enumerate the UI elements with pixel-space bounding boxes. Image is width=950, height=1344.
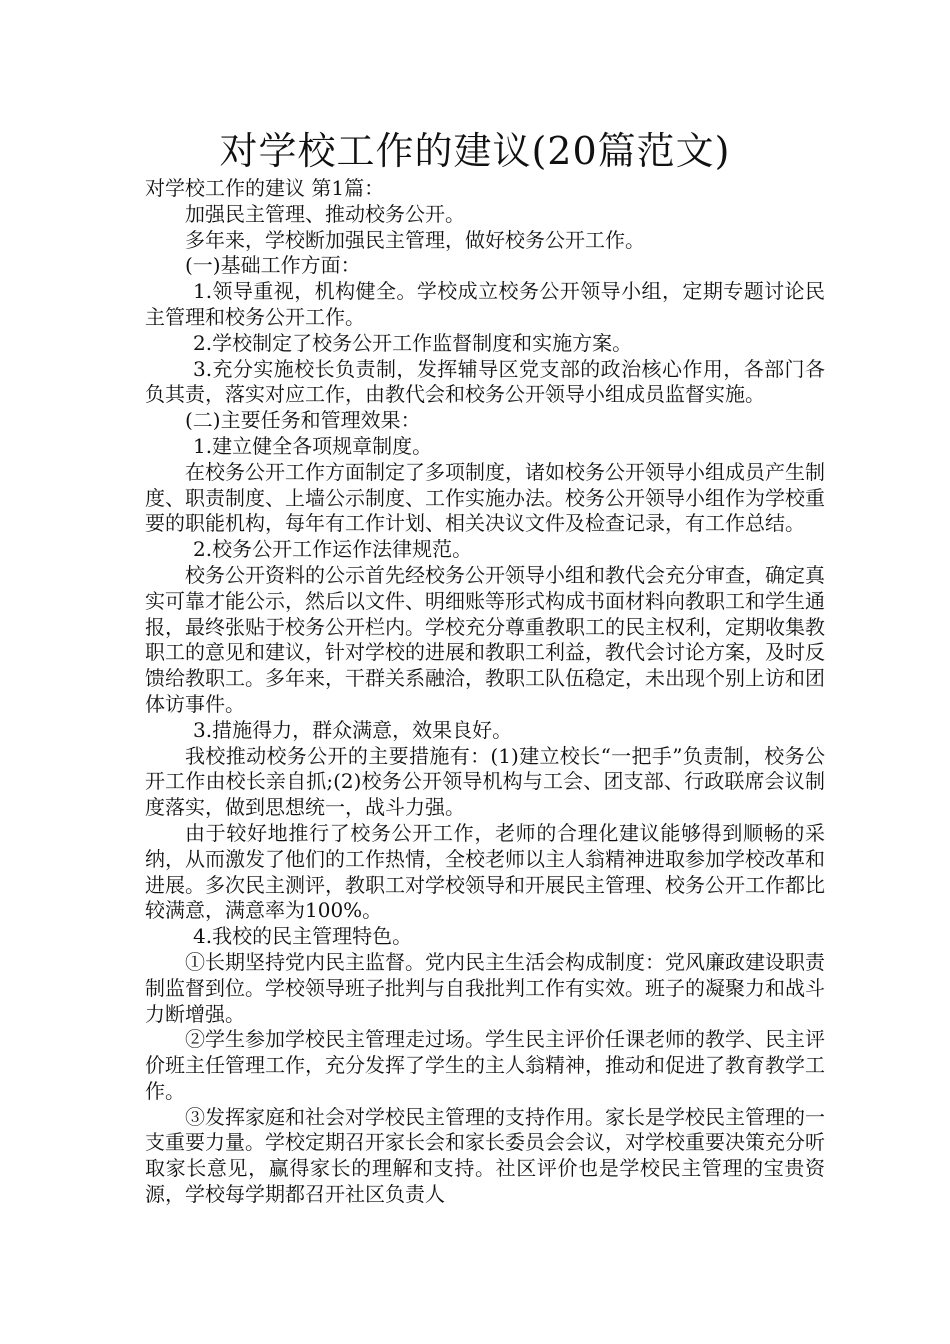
paragraph: 加强民主管理、推动校务公开。	[185, 201, 465, 226]
paragraph: 校务公开资料的公示首先经校务公开领导小组和教代会充分审查，确定真实可靠才能公示，然后以文件、明细账等形式构成书面材料向教职工和学生通报，最终张贴于校务公开栏内。学校充分尊重教职工的民主权利，定期收集教职工的意见和建议，针对学校的进展和教职工利益，教代会讨论方案，及时反馈给教职工。多年来，干群关系融洽，教职工队伍稳定，未出现个别上访和团体访事件。	[145, 562, 825, 716]
paragraph: 我校推动校务公开的主要措施有：(1)建立校长“一把手”负责制，校务公开工作由校长亲自抓;(2)校务公开领导机构与工会、团支部、行政联席会议制度落实，做到思想统一，战斗力强。	[145, 743, 825, 820]
paragraph: (一)基础工作方面：	[185, 253, 361, 278]
paragraph: 3.措施得力，群众满意，效果良好。	[193, 717, 513, 742]
document-title: 对学校工作的建议(20篇范文)	[219, 129, 731, 173]
paragraph: 在校务公开工作方面制定了多项制度，诸如校务公开领导小组成员产生制度、职责制度、上墙公示制度、工作实施办法。校务公开领导小组作为学校重要的职能机构，每年有工作计划、相关决议文件及检查记录，有工作总结。	[145, 459, 825, 536]
paragraph: 由于较好地推行了校务公开工作，老师的合理化建议能够得到顺畅的采纳，从而激发了他们的工作热情，全校老师以主人翁精神进取参加学校改革和进展。多次民主测评，教职工对学校领导和开展民主管理、校务公开工作都比较满意，满意率为100%。	[145, 820, 825, 923]
paragraph: 1.建立健全各项规章制度。	[193, 433, 433, 458]
paragraph: 多年来，学校断加强民主管理，做好校务公开工作。	[185, 227, 645, 252]
paragraph: 2.校务公开工作运作法律规范。	[193, 537, 473, 562]
paragraph: ③发挥家庭和社会对学校民主管理的支持作用。家长是学校民主管理的一支重要力量。学校定期召开家长会和家长委员会会议，对学校重要决策充分听取家长意见，赢得家长的理解和支持。社区评价也是学校民主管理的宝贵资源，学校每学期都召开社区负责人	[145, 1104, 825, 1207]
paragraph: 4.我校的民主管理特色。	[193, 924, 413, 949]
section-heading: 对学校工作的建议 第1篇：	[145, 176, 385, 200]
paragraph: 1.领导重视，机构健全。学校成立校务公开领导小组，定期专题讨论民主管理和校务公开工作。	[145, 279, 825, 329]
paragraph: ②学生参加学校民主管理走过场。学生民主评价任课老师的教学、民主评价班主任管理工作，充分发挥了学生的主人翁精神，推动和促进了教育教学工作。	[145, 1027, 825, 1103]
paragraph: 3.充分实施校长负责制，发挥辅导区党支部的政治核心作用，各部门各负其责，落实对应工作，由教代会和校务公开领导小组成员监督实施。	[145, 356, 825, 407]
paragraph: (二)主要任务和管理效果：	[185, 408, 421, 433]
paragraph: ①长期坚持党内民主监督。党内民主生活会构成制度：党风廉政建设职责制监督到位。学校领导班子批判与自我批判工作有实效。班子的凝聚力和战斗力断增强。	[145, 949, 825, 1026]
paragraph: 2.学校制定了校务公开工作监督制度和实施方案。	[193, 330, 633, 355]
document-body	[145, 176, 825, 1208]
